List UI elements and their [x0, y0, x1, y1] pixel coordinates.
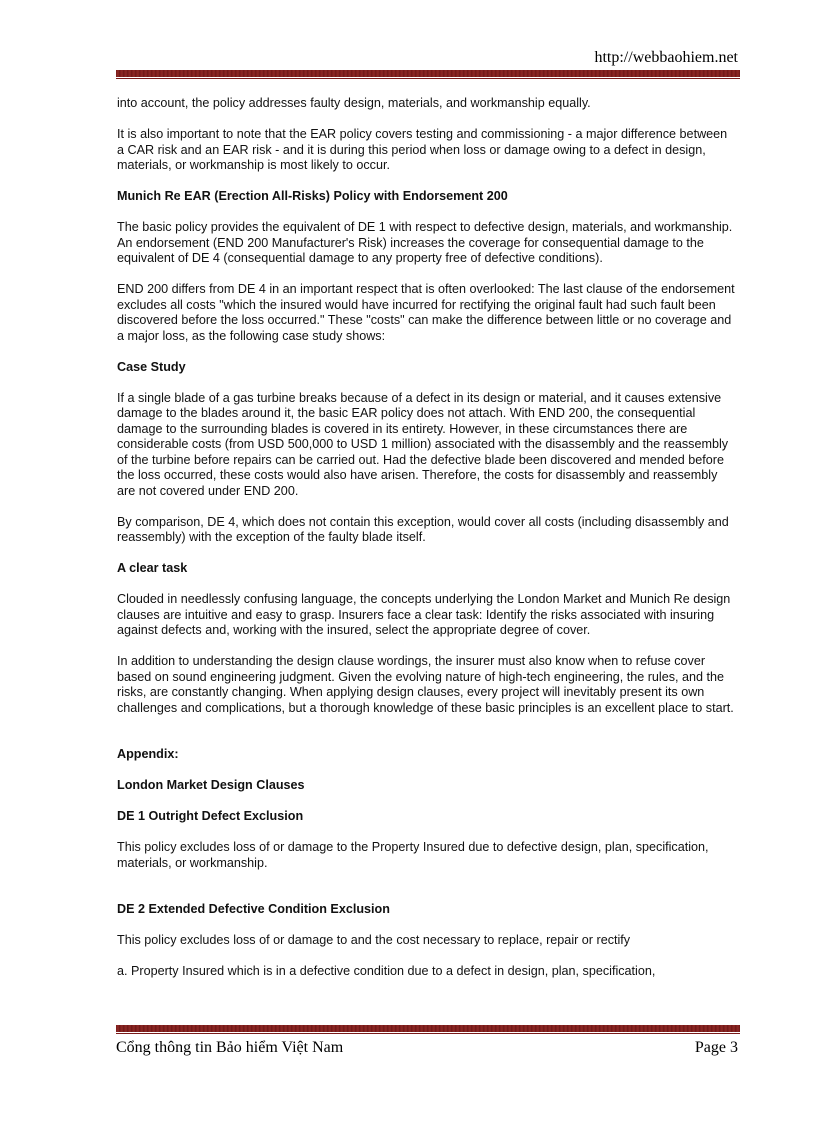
- paragraph: a. Property Insured which is in a defective condition due to a defect in design, plan, specification,: [117, 964, 656, 978]
- header-url: http://webbaohiem.net: [594, 49, 738, 66]
- paragraph: Clouded in needlessly confusing language, the concepts underlying the London Market and Munich Re design clauses are intuitive and easy to grasp. Insurers face a clear task: Identify the risks associated with insuring against defects and, working with the insured, select the appropriate degree of cover.: [117, 592, 731, 637]
- document-body: [117, 96, 737, 980]
- footer-rule: [116, 1025, 740, 1032]
- section-heading: Case Study: [117, 359, 186, 374]
- section-heading: DE 2 Extended Defective Condition Exclusion: [117, 902, 390, 916]
- paragraph: This policy excludes loss of or damage to the Property Insured due to defective design, plan, specification, materials, or workmanship.: [117, 840, 709, 870]
- section-heading: London Market Design Clauses: [117, 778, 305, 792]
- paragraph: It is also important to note that the EAR policy covers testing and commissioning - a major difference between a CAR risk and an EAR risk - and it is during this period when loss or damage owing to a defect in design, materials, or workmanship is most likely to occur.: [117, 127, 728, 172]
- section-heading: A clear task: [117, 561, 188, 575]
- paragraph: This policy excludes loss of or damage to and the cost necessary to replace, repair or rectify: [117, 933, 631, 947]
- section-heading: Appendix:: [117, 747, 179, 761]
- header-rule: [116, 70, 740, 77]
- paragraph: In addition to understanding the design clause wordings, the insurer must also know when to refuse cover based on sound engineering judgment. Given the evolving nature of high-tech engineering, the rules, and the risks, are constantly changing. When applying design clauses, every project will inevitably present its own challenges and complications, but a thorough knowledge of these basic principles is an excellent place to start.: [117, 654, 734, 715]
- section-heading: DE 1 Outright Defect Exclusion: [117, 809, 304, 823]
- footer-site-name: Cổng thông tin Bảo hiểm Việt Nam: [116, 1039, 344, 1056]
- paragraph: By comparison, DE 4, which does not contain this exception, would cover all costs (including disassembly and reassembly) with the exception of the faulty blade itself.: [117, 514, 729, 544]
- paragraph: If a single blade of a gas turbine breaks because of a defect in its design or material, and it causes extensive damage to the blades around it, the basic EAR policy does not attach. With END 200, the consequential damage to the surrounding blades is covered in its entirety. However, in these circumstances there are considerable costs (from USD 500,000 to USD 1 million) associated with the disassembly and the reassembly of the turbine before repairs can be carried out. Had the defective blade been discovered and mended before the loss occurred, these costs would also have arisen. Therefore, the costs for disassembly and reassembly are not covered under END 200.: [117, 390, 729, 498]
- page-number: Page 3: [694, 1039, 738, 1056]
- paragraph: into account, the policy addresses faulty design, materials, and workmanship equally.: [117, 96, 591, 110]
- section-heading: Munich Re EAR (Erection All-Risks) Policy with Endorsement 200: [117, 189, 508, 203]
- paragraph: The basic policy provides the equivalent of DE 1 with respect to defective design, materials, and workmanship. An endorsement (END 200 Manufacturer's Risk) increases the coverage for consequential damage to the equivalent of DE 4 (consequential damage to any property free of defective conditions).: [117, 220, 733, 265]
- paragraph: END 200 differs from DE 4 in an important respect that is often overlooked: The last clause of the endorsement excludes all costs "which the insured would have incurred for rectifying the original fault had such fault been discovered before the loss occurred." These "costs" can make the difference between little or no coverage and a major loss, as the following case study shows:: [117, 282, 735, 343]
